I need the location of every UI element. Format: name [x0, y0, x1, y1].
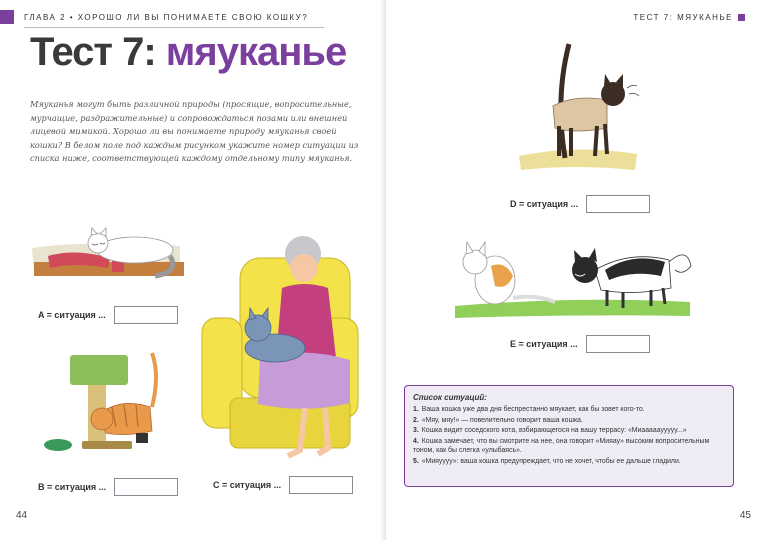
answer-e-input[interactable]	[586, 335, 650, 353]
situation-number: 4.	[413, 438, 419, 446]
chapter-header	[0, 10, 308, 24]
situation-number: 1.	[413, 406, 419, 413]
answer-c-label: C = ситуация ...	[213, 480, 282, 490]
situation-item	[413, 406, 725, 415]
answer-a-input[interactable]	[114, 306, 178, 324]
cat-scratching-post-illustration	[40, 345, 165, 455]
answer-b-label: B = ситуация ...	[38, 482, 107, 492]
siamese-cat-illustration	[515, 38, 640, 173]
answer-c-input[interactable]	[289, 476, 353, 494]
situation-number: 2.	[413, 416, 419, 424]
situation-number: 3.	[413, 427, 419, 435]
running-head-text: ТЕСТ 7: МЯУКАНЬЕ	[633, 13, 733, 22]
page-title	[30, 30, 346, 75]
situation-item	[413, 458, 725, 467]
intro-paragraph: Мяуканья могут быть различной природы (просящие, вопросительные, мурчащие, раздражительные) и сопровождаться позами или внешней лицевой мимикой. Хорошо ли вы понимаете природу мяуканья своей кошки? В белом поле под каждым рисунком укажите номер ситуации из списка ниже, соответствующей каждому отдельному типу мяуканья.	[30, 99, 359, 164]
answer-e	[510, 335, 650, 353]
grandmother-with-cat-illustration	[200, 228, 360, 468]
situation-item	[413, 417, 725, 426]
answer-b	[38, 478, 178, 496]
situation-text: Ваша кошка уже два дня беспрестанно мяукает, как бы зовет кого-то.	[421, 406, 645, 413]
answer-c	[213, 476, 353, 494]
running-head	[633, 13, 745, 22]
chapter-marker	[0, 10, 14, 24]
situation-number: 5.	[413, 457, 419, 465]
answer-e-label: E = ситуация ...	[510, 339, 578, 349]
answer-a-label: A = ситуация ...	[38, 310, 106, 320]
page-number-left: 44	[16, 510, 28, 521]
chapter-title: ГЛАВА 2 • ХОРОШО ЛИ ВЫ ПОНИМАЕТЕ СВОЮ КОШКУ?	[24, 12, 309, 22]
title-prefix: Тест 7:	[30, 30, 166, 74]
answer-d-label: D = ситуация ...	[510, 199, 579, 209]
situation-text: «Мияуууу»: ваша кошка предупреждает, что не хочет, чтобы ее дальше гладили.	[421, 457, 681, 465]
two-cats-confronting-illustration	[455, 236, 695, 321]
page-number-right: 45	[739, 510, 751, 521]
situation-text: Кошка видит соседского кота, взбирающегося на вашу террасу: «Миаааааууууу...»	[421, 427, 687, 435]
answer-a	[38, 306, 178, 324]
situation-text: «Мяу, мяу!» — повелительно говорит ваша кошка.	[421, 416, 583, 424]
chapter-rule	[24, 27, 324, 28]
title-accent: мяуканье	[165, 30, 347, 74]
cat-sleeping-illustration	[30, 210, 190, 290]
situations-title: Список ситуаций:	[413, 393, 487, 402]
situations-box	[404, 385, 734, 487]
left-page	[0, 0, 385, 540]
situation-item	[413, 427, 725, 436]
running-head-marker	[738, 14, 745, 21]
answer-d-input[interactable]	[586, 195, 650, 213]
answer-b-input[interactable]	[114, 478, 178, 496]
answer-d	[510, 195, 650, 213]
situation-item	[413, 438, 725, 455]
situations-list	[413, 406, 725, 466]
situation-text: Кошка замечает, что вы смотрите на нее, она говорит «Мияау» высоким вопросительным тоном, как бы слегка «улыбаясь».	[413, 438, 710, 454]
